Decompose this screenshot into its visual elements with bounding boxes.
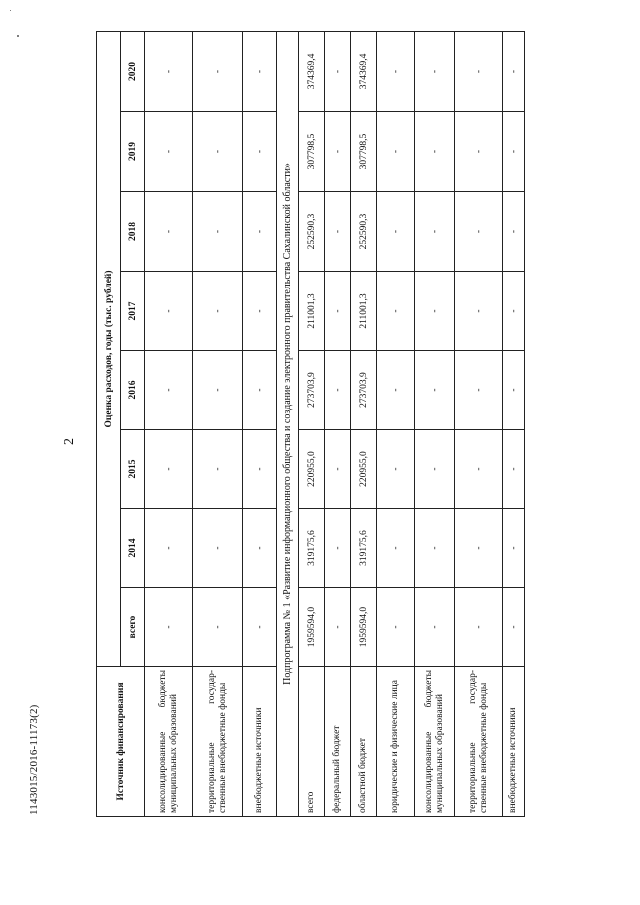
table-row — [455, 31, 503, 816]
value-cell: - — [377, 351, 415, 430]
table-row — [325, 31, 351, 816]
value-cell: 220955,0 — [351, 430, 377, 509]
value-cell: 273703,9 — [351, 351, 377, 430]
source-label: внебюджетные источники — [503, 667, 525, 817]
value-cell: - — [193, 192, 243, 272]
value-cell: - — [325, 509, 351, 588]
value-cell: 211001,3 — [299, 272, 325, 351]
value-cell: - — [325, 192, 351, 272]
value-cell: 374369,4 — [299, 31, 325, 111]
value-cell: - — [243, 272, 277, 351]
value-cell: - — [377, 31, 415, 111]
table-row — [299, 31, 325, 816]
value-cell: - — [243, 31, 277, 111]
source-label: территориальные государ-ственные внебюджетные фонды — [455, 667, 503, 817]
value-cell: 307798,5 — [351, 112, 377, 192]
value-cell: 252590,3 — [351, 192, 377, 272]
value-cell: - — [325, 588, 351, 667]
value-cell: - — [455, 272, 503, 351]
source-label: территориальные государ-ственные внебюджетные фонды — [193, 667, 243, 817]
value-cell: - — [503, 272, 525, 351]
value-cell: 319175,6 — [351, 509, 377, 588]
value-cell: - — [145, 31, 193, 111]
value-cell: - — [415, 430, 455, 509]
value-cell: - — [193, 509, 243, 588]
value-cell: 220955,0 — [299, 430, 325, 509]
year-header: 2014 — [121, 509, 145, 588]
value-cell: 319175,6 — [299, 509, 325, 588]
year-header: 2016 — [121, 351, 145, 430]
value-cell: - — [415, 192, 455, 272]
value-cell: - — [243, 588, 277, 667]
value-cell: - — [325, 31, 351, 111]
value-cell: - — [503, 31, 525, 111]
value-cell: - — [377, 588, 415, 667]
year-header: 2019 — [121, 112, 145, 192]
value-cell: - — [503, 588, 525, 667]
value-cell: - — [193, 351, 243, 430]
value-cell: - — [145, 351, 193, 430]
scan-speck — [10, 10, 11, 11]
value-cell: - — [503, 351, 525, 430]
subprogram-title: Подпрограмма № 1 «Развитие информационного общества и создание электронного правительства Сахалинской области» — [277, 31, 299, 816]
value-cell: - — [243, 430, 277, 509]
value-cell: - — [325, 272, 351, 351]
table-row — [415, 31, 455, 816]
value-cell: - — [145, 192, 193, 272]
value-cell: 273703,9 — [299, 351, 325, 430]
value-cell: 1959594,0 — [351, 588, 377, 667]
value-cell: - — [243, 192, 277, 272]
source-label: консолидированные бюджеты муниципальных образований — [415, 667, 455, 817]
source-label: внебюджетные источники — [243, 667, 277, 817]
value-cell: - — [503, 509, 525, 588]
value-cell: - — [503, 112, 525, 192]
value-cell: - — [193, 430, 243, 509]
source-label: юридические и физические лица — [377, 667, 415, 817]
value-cell: - — [503, 192, 525, 272]
table-row — [351, 31, 377, 816]
value-cell: - — [503, 430, 525, 509]
value-cell: - — [325, 430, 351, 509]
table-row — [503, 31, 525, 816]
value-cell: - — [377, 272, 415, 351]
value-cell: - — [243, 112, 277, 192]
source-label: областной бюджет — [351, 667, 377, 817]
value-cell: - — [415, 588, 455, 667]
value-cell: 211001,3 — [351, 272, 377, 351]
value-cell: - — [325, 351, 351, 430]
table-row — [377, 31, 415, 816]
table-row — [243, 31, 277, 816]
year-header: всего — [121, 588, 145, 667]
year-header: 2015 — [121, 430, 145, 509]
year-header: 2017 — [121, 272, 145, 351]
header-source: Источник финансирования — [97, 667, 145, 817]
subprogram-rows — [299, 31, 525, 816]
value-cell: - — [145, 272, 193, 351]
value-cell: 252590,3 — [299, 192, 325, 272]
value-cell: - — [377, 192, 415, 272]
value-cell: - — [455, 430, 503, 509]
value-cell: - — [377, 509, 415, 588]
value-cell: - — [145, 430, 193, 509]
funding-table — [96, 31, 525, 817]
value-cell: - — [415, 112, 455, 192]
value-cell: - — [145, 588, 193, 667]
scan-speck — [17, 35, 19, 37]
value-cell: - — [455, 588, 503, 667]
value-cell: - — [377, 430, 415, 509]
value-cell: - — [415, 509, 455, 588]
value-cell: - — [455, 31, 503, 111]
source-label: всего — [299, 667, 325, 817]
document-footer-code: 1143015/2016-11173(2) — [28, 704, 40, 815]
value-cell: - — [243, 509, 277, 588]
table-row — [145, 31, 193, 816]
funding-table-rotated — [96, 32, 519, 817]
value-cell: - — [415, 31, 455, 111]
year-header: 2018 — [121, 192, 145, 272]
value-cell: - — [455, 192, 503, 272]
value-cell: - — [243, 351, 277, 430]
table-row — [193, 31, 243, 816]
value-cell: - — [145, 112, 193, 192]
header-estimate: Оценка расходов, годы (тыс. рублей) — [97, 31, 121, 666]
value-cell: - — [325, 112, 351, 192]
top-rows — [145, 31, 277, 816]
value-cell: - — [193, 588, 243, 667]
value-cell: 374369,4 — [351, 31, 377, 111]
value-cell: 307798,5 — [299, 112, 325, 192]
value-cell: 1959594,0 — [299, 588, 325, 667]
value-cell: - — [455, 351, 503, 430]
value-cell: - — [193, 31, 243, 111]
value-cell: - — [193, 272, 243, 351]
value-cell: - — [455, 509, 503, 588]
value-cell: - — [415, 272, 455, 351]
source-label: консолидированные бюджеты муниципальных образований — [145, 667, 193, 817]
value-cell: - — [415, 351, 455, 430]
year-header: 2020 — [121, 31, 145, 111]
value-cell: - — [193, 112, 243, 192]
value-cell: - — [377, 112, 415, 192]
value-cell: - — [455, 112, 503, 192]
page-number: 2 — [62, 438, 77, 445]
source-label: федеральный бюджет — [325, 667, 351, 817]
value-cell: - — [145, 509, 193, 588]
